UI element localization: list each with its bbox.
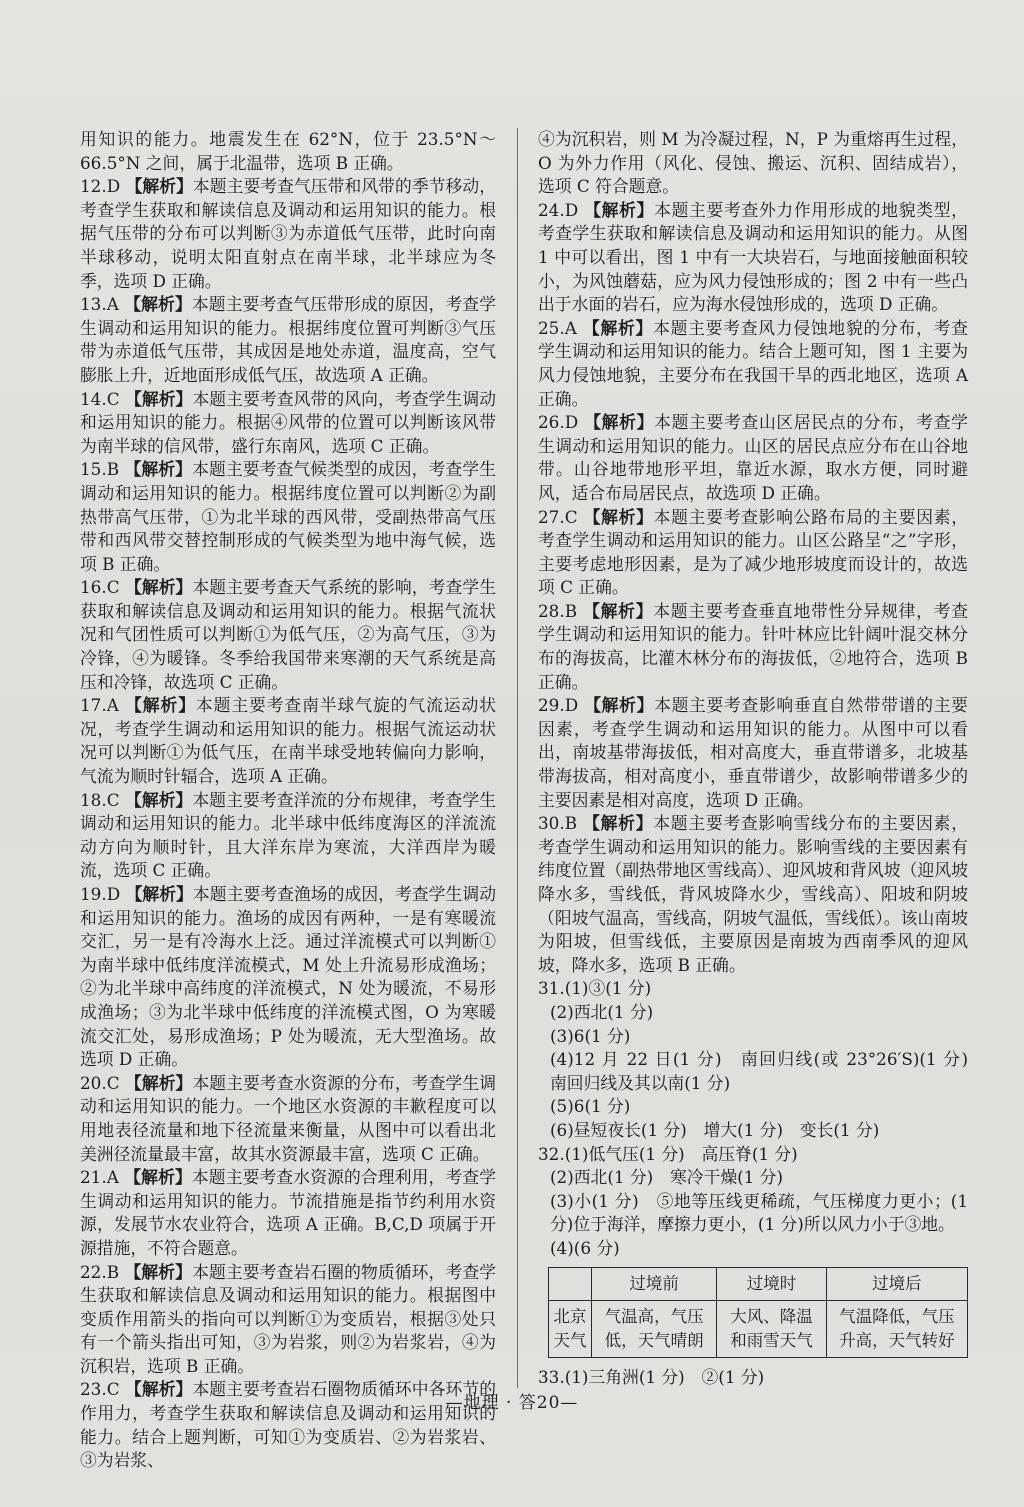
analysis-text: 本题主要考查气候类型的成因，考查学生调动和运用知识的能力。根据纬度位置可以判断②为副热带高气压带，①为北半球的西风带，受副热带高气压带和西风带交替控制形成的气候类型为地中海气候，选项 B 正确。 bbox=[80, 459, 496, 574]
q31-line: (3)6(1 分) bbox=[550, 1025, 631, 1046]
analysis-tag: 【解析】 bbox=[125, 176, 193, 197]
right-column bbox=[538, 128, 985, 1389]
right-answer-list bbox=[538, 199, 968, 978]
question-number: 26.D bbox=[538, 412, 579, 433]
analysis-tag: 【解析】 bbox=[584, 412, 655, 433]
analysis-text: 本题主要考查气压带形成的原因，考查学生调动和运用知识的能力。根据纬度位置可判断③气压带为赤道低气压带，其成因是地处赤道，温度高，空气膨胀上升，近地面形成低气压，故选项 A 正确。 bbox=[80, 294, 496, 385]
answer-item bbox=[80, 1072, 496, 1166]
q32-line: (4)(6 分) bbox=[550, 1237, 620, 1258]
analysis-tag: 【解析】 bbox=[124, 1167, 192, 1188]
table-cell: 气温高，气压低，天气晴朗 bbox=[592, 1300, 717, 1357]
analysis-text: 本题主要考查影响垂直自然带带谱的主要因素，考查学生调动和运用知识的能力。从图中可以看出，南坡基带海拔低，相对高度大，垂直带谱多，北坡基带海拔高，相对高度小，垂直带谱少，故影响带谱多少的主要因素是相对高度，选项 D 正确。 bbox=[538, 695, 968, 810]
question-33 bbox=[538, 1366, 968, 1390]
analysis-tag: 【解析】 bbox=[124, 1379, 193, 1400]
answer-item bbox=[80, 1261, 496, 1379]
analysis-tag: 【解析】 bbox=[124, 1261, 193, 1282]
question-number: 30.B bbox=[538, 813, 578, 834]
analysis-text: 本题主要考查南半球气旋的气流运动状况，考查学生调动和运用知识的能力。根据气流运动状况可以判断①为低气压，在南半球受地转偏向力影响，气流为顺时针辐合，选项 A 正确。 bbox=[80, 695, 496, 787]
question-number: 21.A bbox=[80, 1167, 119, 1188]
question-number: 24.D bbox=[538, 199, 579, 220]
question-number: 22.B bbox=[80, 1261, 120, 1282]
question-number: 32. bbox=[538, 1143, 565, 1164]
analysis-text: 本题主要考查洋流的分布规律，考查学生调动和运用知识的能力。北半球中低纬度海区的洋流流动方向为顺时针，且大洋东岸为寒流，大洋西岸为暖流，选项 C 正确。 bbox=[80, 789, 496, 881]
q31-line: (5)6(1 分) bbox=[550, 1096, 631, 1117]
q32-line: (3)小(1 分) ⑤地等压线更稀疏，气压梯度力更小；(1 分)位于海洋，摩擦力更小，(1 分)所以风力小于③地。 bbox=[550, 1190, 968, 1235]
question-number: 20.C bbox=[80, 1072, 120, 1093]
analysis-tag: 【解析】 bbox=[124, 1072, 193, 1093]
question-number: 25.A bbox=[538, 317, 577, 338]
analysis-tag: 【解析】 bbox=[584, 199, 655, 220]
analysis-text: 本题主要考查岩石圈物质循环中各环节的作用力，考查学生获取和解读信息及调动和运用知识的能力。结合上题判断，可知①为变质岩、②为岩浆岩、③为岩浆、 bbox=[80, 1379, 496, 1471]
analysis-tag: 【解析】 bbox=[124, 459, 193, 480]
analysis-text: 本题主要考查垂直地带性分异规律，考查学生调动和运用知识的能力。针叶林应比针阔叶混交林分布的海拔高，比灌木林分布的海拔低，②地符合，选项 B 正确。 bbox=[538, 600, 968, 692]
answer-item bbox=[80, 1166, 496, 1260]
continuation-text: ④为沉积岩，则 M 为冷凝过程，N，P 为重熔再生过程，O 为外力作用（风化、侵蚀、搬运、沉积、固结成岩），选项 C 符合题意。 bbox=[538, 129, 968, 197]
answer-item bbox=[80, 694, 496, 788]
question-number: 23.C bbox=[80, 1379, 120, 1400]
q31-line: (6)昼短夜长(1 分) 增大(1 分) 变长(1 分) bbox=[550, 1119, 880, 1140]
answer-item bbox=[80, 458, 496, 576]
left-column bbox=[80, 128, 496, 1473]
answer-item bbox=[80, 883, 496, 1072]
answer-item bbox=[538, 317, 968, 411]
weather-table bbox=[548, 1267, 968, 1358]
question-number: 15.B bbox=[80, 459, 120, 480]
q31-line: (4)12 月 22 日(1 分) 南回归线(或 23°26′S)(1 分) 南回归线及其以南(1 分) bbox=[550, 1049, 985, 1093]
analysis-text: 本题主要考查风力侵蚀地貌的分布，考查学生调动和运用知识的能力。结合上题可知，图 1 主要为风力侵蚀地貌，主要分布在我国干旱的西北地区，选项 A 正确。 bbox=[538, 317, 968, 409]
table-header-row bbox=[549, 1267, 968, 1300]
analysis-text: 本题主要考查水资源的分布，考查学生调动和运用知识的能力。一个地区水资源的丰歉程度可以用地表径流量和地下径流量来衡量，从图中可以看出北美洲径流量最丰富，故其水资源最丰富，选项 C 正确。 bbox=[80, 1072, 496, 1164]
analysis-text: 本题主要考查天气系统的影响，考查学生获取和解读信息及调动和运用知识的能力。根据气流状况和气团性质可以判断①为低气压，②为高气压，③为冷锋，④为暖锋。冬季给我国带来寒潮的天气系统是高压和冷锋，故选项 C 正确。 bbox=[80, 577, 496, 692]
column-divider bbox=[517, 128, 518, 1388]
analysis-tag: 【解析】 bbox=[124, 789, 193, 810]
continuation-text: 用知识的能力。地震发生在 62°N，位于 23.5°N～66.5°N 之间，属于北温带，选项 B 正确。 bbox=[80, 129, 496, 173]
analysis-text: 本题主要考查外力作用形成的地貌类型，考查学生获取和解读信息及调动和运用知识的能力。从图 1 中可以看出，图 1 中有一大块岩石，与地面接触面积较小，为风蚀蘑菇，应为风力侵蚀形成的；图 2 中有一些凸出于水面的岩石，应为海水侵蚀形成的，选项 D 正确。 bbox=[538, 199, 968, 315]
answer-item bbox=[80, 293, 496, 387]
question-number: 31. bbox=[538, 978, 565, 999]
question-number: 13.A bbox=[80, 294, 119, 315]
answer-item bbox=[538, 812, 968, 977]
table-header: 过境前 bbox=[592, 1267, 717, 1300]
analysis-text: 本题主要考查山区居民点的分布，考查学生调动和运用知识的能力。山区的居民点应分布在山谷地带。山谷地带地形平坦，靠近水源，取水方便，同时避风，适合布局居民点，故选项 D 正确。 bbox=[538, 412, 968, 503]
analysis-text: 本题主要考查气压带和风带的季节移动，考查学生获取和解读信息及调动和运用知识的能力。根据气压带的分布可以判断③为赤道低气压带，此时向南半球移动，说明太阳直射点在南半球，北半球应为冬季，选项 D 正确。 bbox=[80, 176, 496, 291]
question-number: 12.D bbox=[80, 176, 121, 197]
table-corner bbox=[549, 1267, 592, 1300]
page-footer: —地理 · 答20— bbox=[445, 1393, 579, 1413]
analysis-text: 本题主要考查渔场的成因，考查学生调动和运用知识的能力。渔场的成因有两种，一是有寒暖流交汇，另一是有冷海水上泛。通过洋流模式可以判断①为南半球中低纬度洋流模式，M 处上升流易形成渔场；②为北半球中高纬度的洋流模式，N 处为暖流，不易形成渔场；③为北半球中低纬度的洋流模式图，O 为寒暖流交汇处，易形成渔场；P 处为暖流，无大型渔场。故选项 D 正确。 bbox=[80, 884, 496, 1070]
question-number: 29.D bbox=[538, 695, 579, 716]
answer-item bbox=[80, 175, 496, 293]
analysis-tag: 【解析】 bbox=[124, 388, 193, 409]
question-number: 16.C bbox=[80, 577, 120, 598]
q33-text: (1)三角洲(1 分) ②(1 分) bbox=[564, 1366, 765, 1387]
table-row bbox=[549, 1300, 968, 1357]
analysis-tag: 【解析】 bbox=[584, 695, 655, 716]
analysis-text: 本题主要考查影响雪线分布的主要因素，考查学生调动和运用知识的能力。影响雪线的主要因素有纬度位置（副热带地区雪线高）、迎风坡和背风坡（迎风坡降水多，雪线低，背风坡降水少，雪线高）、阳坡和阴坡（阳坡气温高，雪线高，阴坡气温低，雪线低）。该山南坡为阳坡，但雪线低，主要原因是南坡为西南季风的迎风坡，降水多，选项 B 正确。 bbox=[538, 813, 968, 975]
analysis-tag: 【解析】 bbox=[583, 600, 654, 621]
question-number: 19.D bbox=[80, 884, 121, 904]
answer-item bbox=[80, 388, 496, 459]
question-number: 27.C bbox=[538, 506, 578, 527]
question-number: 28.B bbox=[538, 600, 578, 621]
analysis-tag: 【解析】 bbox=[125, 884, 193, 904]
q32-line: (2)西北(1 分) 寒冷干燥(1 分) bbox=[550, 1167, 784, 1188]
answer-item bbox=[538, 694, 968, 812]
q32-line: (1)低气压(1 分) 高压脊(1 分) bbox=[564, 1143, 798, 1164]
question-number: 33. bbox=[538, 1366, 565, 1387]
analysis-text: 本题主要考查风带的风向，考查学生调动和运用知识的能力。根据④风带的位置可以判断该风带为南半球的信风带，盛行东南风，选项 C 正确。 bbox=[80, 388, 496, 456]
analysis-text: 本题主要考查水资源的合理利用，考查学生调动和运用知识的能力。节流措施是指节约利用水资源，发展节水农业符合，选项 A 正确。B,C,D 项属于开源措施，不符合题意。 bbox=[80, 1167, 496, 1258]
analysis-text: 本题主要考查岩石圈的物质循环，考查学生获取和解读信息及调动和运用知识的能力。根据图中变质作用箭头的指向可以判断①为变质岩，根据③处只有一个箭头指出可知，③为岩浆，则②为岩浆岩，④为沉积岩，选项 B 正确。 bbox=[80, 1261, 496, 1376]
question-32 bbox=[538, 1143, 968, 1358]
answer-item bbox=[80, 576, 496, 694]
table-cell: 气温降低，气压升高，天气转好 bbox=[826, 1300, 967, 1357]
question-number: 18.C bbox=[80, 789, 120, 810]
analysis-tag: 【解析】 bbox=[583, 506, 654, 527]
question-31 bbox=[538, 977, 985, 1142]
table-cell: 大风、降温和雨雪天气 bbox=[717, 1300, 826, 1357]
answer-item bbox=[538, 600, 968, 694]
answer-item bbox=[538, 199, 968, 317]
table-row-label: 北京天气 bbox=[549, 1300, 592, 1357]
analysis-tag: 【解析】 bbox=[124, 294, 192, 315]
analysis-tag: 【解析】 bbox=[582, 317, 654, 338]
analysis-tag: 【解析】 bbox=[583, 813, 654, 834]
answer-item bbox=[538, 411, 968, 505]
analysis-tag: 【解析】 bbox=[124, 577, 193, 598]
answer-item bbox=[80, 789, 496, 883]
left-answer-list bbox=[80, 175, 496, 1473]
analysis-text: 本题主要考查影响公路布局的主要因素，考查学生调动和运用知识的能力。山区公路呈“之”字形，主要考虑地形因素，是为了减少地形坡度而设计的，故选项 C 正确。 bbox=[538, 506, 968, 598]
answer-item bbox=[538, 506, 968, 600]
analysis-tag: 【解析】 bbox=[125, 695, 196, 716]
table-header: 过境时 bbox=[717, 1267, 826, 1300]
q31-line: (1)③(1 分) bbox=[564, 978, 652, 999]
q31-line: (2)西北(1 分) bbox=[550, 1001, 654, 1022]
question-number: 14.C bbox=[80, 388, 120, 409]
question-number: 17.A bbox=[80, 695, 119, 716]
table-header: 过境后 bbox=[826, 1267, 967, 1300]
